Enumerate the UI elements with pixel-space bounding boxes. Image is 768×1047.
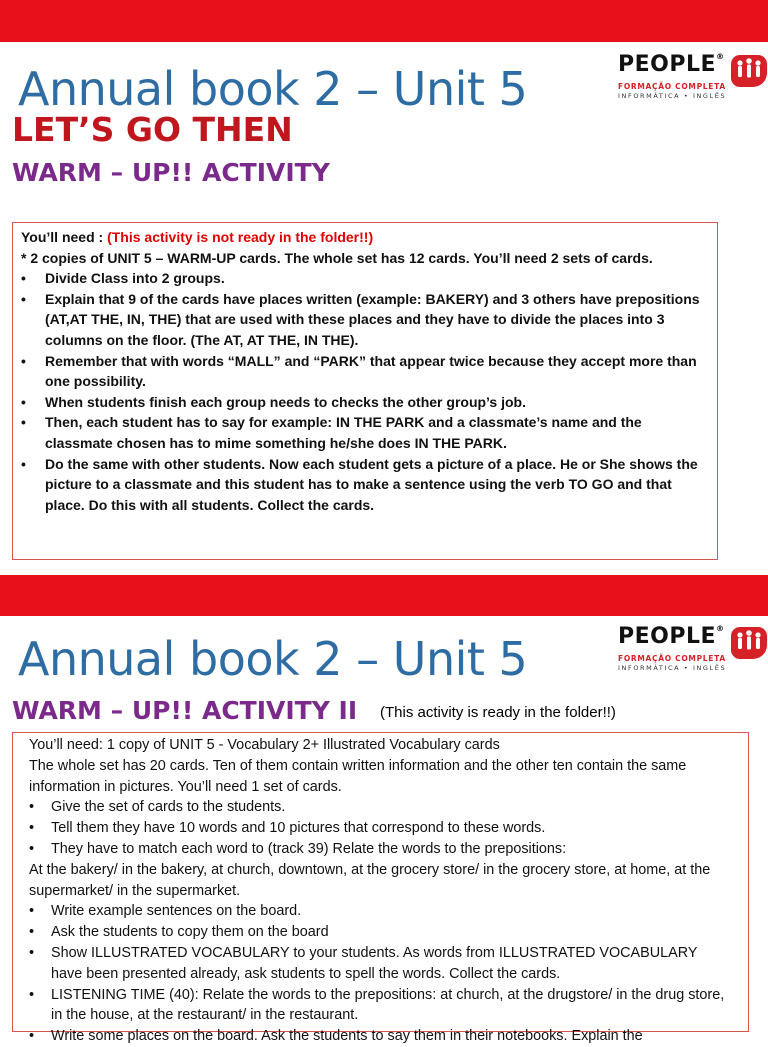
- list-item: • Ask the students to copy them on the board: [29, 922, 732, 943]
- list-item: • Remember that with words “MALL” and “PARK” that appear twice because they accept more than one possibility.: [21, 351, 709, 392]
- slide-title: Annual book 2 – Unit 5: [18, 62, 528, 116]
- people-figures-icon: [731, 627, 767, 659]
- people-figures-icon: [731, 55, 767, 87]
- slide-title: Annual book 2 – Unit 5: [18, 632, 528, 686]
- logo-wordmark: PEOPLE®: [618, 624, 725, 649]
- logo-tagline: FORMAÇÃO COMPLETA: [618, 82, 726, 91]
- list-item: • Show ILLUSTRATED VOCABULARY to your students. As words from ILLUSTRATED VOCABULARY have been presented already, ask students to spell the words. Collect the cards.: [29, 943, 732, 985]
- folder-note: (This activity is ready in the folder!!): [380, 704, 616, 721]
- activity-heading: WARM – UP!! ACTIVITY: [12, 158, 330, 187]
- activity-instructions-box: [12, 222, 718, 560]
- instructions-list: [21, 268, 709, 515]
- slide-subtitle: LET’S GO THEN: [12, 110, 293, 149]
- list-item: • Write some places on the board. Ask the students to say them in their notebooks. Explain the: [29, 1026, 732, 1047]
- logo-tagline: FORMAÇÃO COMPLETA: [618, 654, 726, 663]
- needs-line: You’ll need : (This activity is not ready in the folder!!): [21, 229, 374, 245]
- logo-subtagline: INFORMÁTICA • INGLÊS: [618, 92, 727, 100]
- list-item: • Write example sentences on the board.: [29, 901, 732, 922]
- list-item: • They have to match each word to (track 39) Relate the words to the prepositions:: [29, 839, 732, 860]
- activity-instructions-box: [12, 732, 749, 1045]
- top-red-band: [0, 0, 768, 42]
- activity-heading: WARM – UP!! ACTIVITY II: [12, 696, 358, 725]
- instructions-list: [29, 901, 732, 1047]
- list-item: • Explain that 9 of the cards have places written (example: BAKERY) and 3 others have prepositions (AT,AT THE, IN, THE) that are used with these places and they have to divide the places into 3 columns on the floor. (The AT, AT THE, IN THE).: [21, 289, 709, 351]
- list-item: • Do the same with other students. Now each student gets a picture of a place. He or She shows the picture to a classmate and this student has to make a sentence using the verb TO GO and that place. Do this with all students. Collect the cards.: [21, 454, 709, 516]
- instructions-list: [29, 797, 732, 859]
- places-line: At the bakery/ in the bakery, at church, downtown, at the grocery store/ in the grocery store, at home, at the supermarket/ in the supermarket.: [29, 861, 711, 899]
- list-item: • Divide Class into 2 groups.: [21, 268, 709, 289]
- people-logo: [618, 624, 768, 679]
- logo-subtagline: INFORMÁTICA • INGLÊS: [618, 664, 727, 672]
- needs-line: You’ll need: 1 copy of UNIT 5 - Vocabulary 2+ Illustrated Vocabulary cards: [29, 737, 500, 753]
- people-logo: [618, 52, 768, 107]
- list-item: • Then, each student has to say for example: IN THE PARK and a classmate’s name and the classmate chosen has to mime something he/she does IN THE PARK.: [21, 412, 709, 453]
- list-item: • When students finish each group needs to checks the other group’s job.: [21, 392, 709, 413]
- set-description: The whole set has 20 cards. Ten of them contain written information and the other ten contain the same information in pictures. You’ll need 1 set of cards.: [29, 757, 687, 795]
- copies-line: * 2 copies of UNIT 5 – WARM-UP cards. The whole set has 12 cards. You’ll need 2 sets of cards.: [21, 249, 653, 266]
- list-item: • Give the set of cards to the students.: [29, 797, 732, 818]
- logo-wordmark: PEOPLE®: [618, 52, 725, 77]
- list-item: • Tell them they have 10 words and 10 pictures that correspond to these words.: [29, 818, 732, 839]
- middle-red-band: [0, 575, 768, 616]
- list-item: • LISTENING TIME (40): Relate the words to the prepositions: at church, at the drugstore/ in the drug store, in the house, at the restaurant/ in the restaurant.: [29, 985, 732, 1027]
